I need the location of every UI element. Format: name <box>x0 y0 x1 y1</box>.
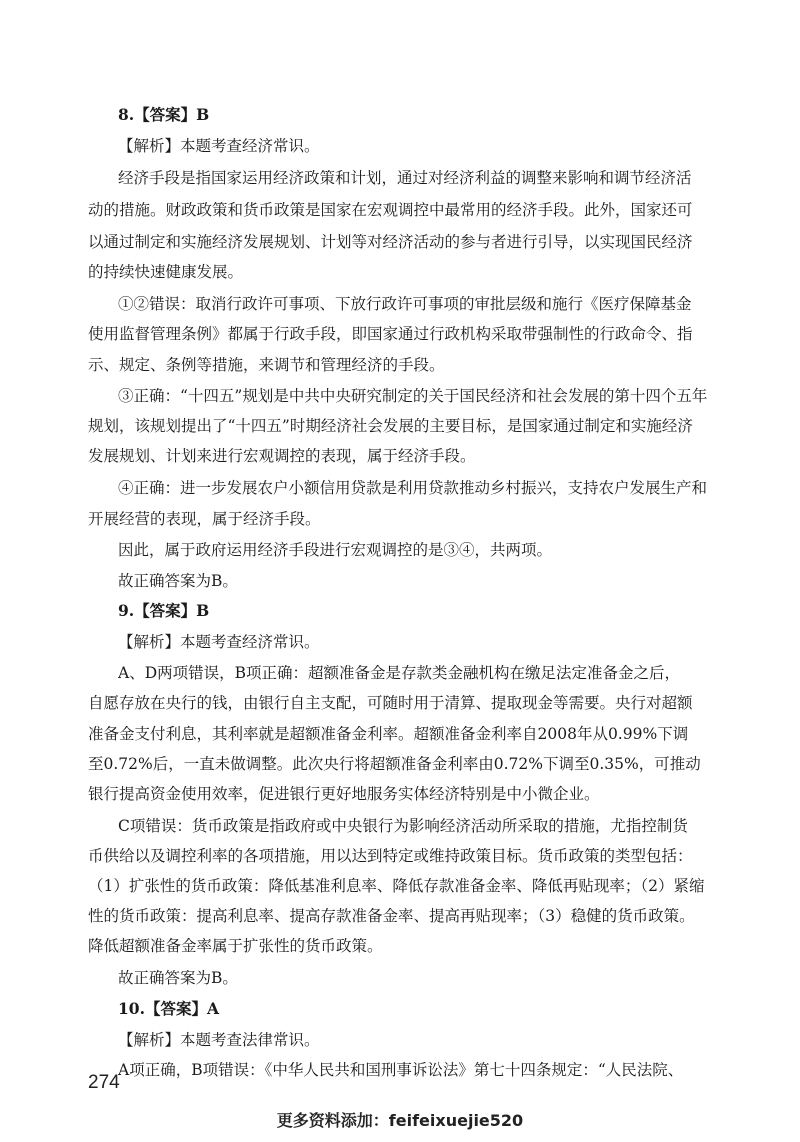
q8-p4-line: ④正确：进一步发展农户小额信用贷款是利用贷款推动乡村振兴，支持农户发展生产和 <box>118 479 708 497</box>
q8-p1-line: 经济手段是指国家运用经济政策和计划，通过对经济利益的调整来影响和调节经济活 <box>118 169 692 187</box>
q9-p1-line: A、D两项错误，B项正确：超额准备金是存款类金融机构在缴足法定准备金之后， <box>118 664 681 682</box>
footer-note: 更多资料添加：feifeixuejie520 <box>276 1111 524 1130</box>
q10-analysis-heading: 【解析】本题考查法律常识。 <box>118 1031 320 1049</box>
q9-p1-line: 自愿存放在央行的钱，由银行自主支配，可随时用于清算、提取现金等需要。央行对超额 <box>88 694 693 712</box>
q8-answer: 8.【答案】B <box>118 105 210 124</box>
q9-answer: 9.【答案】B <box>118 601 210 620</box>
q10-answer: 10.【答案】A <box>118 999 219 1018</box>
q8-p3-line: 规划，该规划提出了“十四五”时期经济社会发展的主要目标，是国家通过制定和实施经济 <box>88 417 693 435</box>
q10-p1-line: A项正确，B项错误：《中华人民共和国刑事诉讼法》第七十四条规定：“人民法院、 <box>118 1061 684 1079</box>
q8-p1-line: 动的措施。财政政策和货币政策是国家在宏观调控中最常用的经济手段。此外，国家还可 <box>88 201 693 219</box>
q8-p3-line: ③正确：“十四五”规划是中共中央研究制定的关于国民经济和社会发展的第十四个五年 <box>118 387 708 405</box>
q9-p1-line: 银行提高资金使用效率，促进银行更好地服务实体经济特别是中小微企业。 <box>88 785 600 803</box>
q8-p2-line: ①②错误：取消行政许可事项、下放行政许可事项的审批层级和施行《医疗保障基金 <box>118 295 692 313</box>
q9-p2-line: 币供给以及调控利率的各项措施，用以达到特定或维持政策目标。货币政策的类型包括： <box>88 847 693 865</box>
q9-p2-line: 降低超额准备金率属于扩张性的货币政策。 <box>88 937 383 955</box>
q8-final-answer: 故正确答案为B。 <box>118 572 238 590</box>
q9-p1-line: 至0.72%后，一直未做调整。此次央行将超额准备金利率由0.72%下调至0.35%，可推动 <box>88 755 701 773</box>
q9-p2-line: （1）扩张性的货币政策：降低基准利息率、降低存款准备金率、降低再贴现率；（2）紧缩 <box>88 877 705 895</box>
q8-p3-line: 发展规划、计划来进行宏观调控的表现，属于经济手段。 <box>88 447 476 465</box>
q8-p2-line: 使用监督管理条例》都属于行政手段，即国家通过行政机构采取带强制性的行政命令、指 <box>88 325 693 343</box>
q9-p2-line: 性的货币政策：提高利息率、提高存款准备金率、提高再贴现率；（3）稳健的货币政策。 <box>88 907 695 925</box>
q8-conclusion: 因此，属于政府运用经济手段进行宏观调控的是③④，共两项。 <box>118 541 553 559</box>
q8-p2-line: 示、规定、条例等措施，来调节和管理经济的手段。 <box>88 356 445 374</box>
q8-p1-line: 以通过制定和实施经济发展规划、计划等对经济活动的参与者进行引导，以实现国民经济 <box>88 233 693 251</box>
q9-p2-line: C项错误：货币政策是指政府或中央银行为影响经济活动所采取的措施，尤指控制货 <box>118 817 688 835</box>
q8-analysis-heading: 【解析】本题考查经济常识。 <box>118 137 320 155</box>
q8-p4-line: 开展经营的表现，属于经济手段。 <box>88 510 321 528</box>
page-number: 274 <box>88 1072 120 1093</box>
q8-p1-line: 的持续快速健康发展。 <box>88 263 244 281</box>
q9-final-answer: 故正确答案为B。 <box>118 969 238 987</box>
q9-analysis-heading: 【解析】本题考查经济常识。 <box>118 633 320 651</box>
q9-p1-line: 准备金支付利息，其利率就是超额准备金利率。超额准备金利率自2008年从0.99%下调 <box>88 725 689 743</box>
